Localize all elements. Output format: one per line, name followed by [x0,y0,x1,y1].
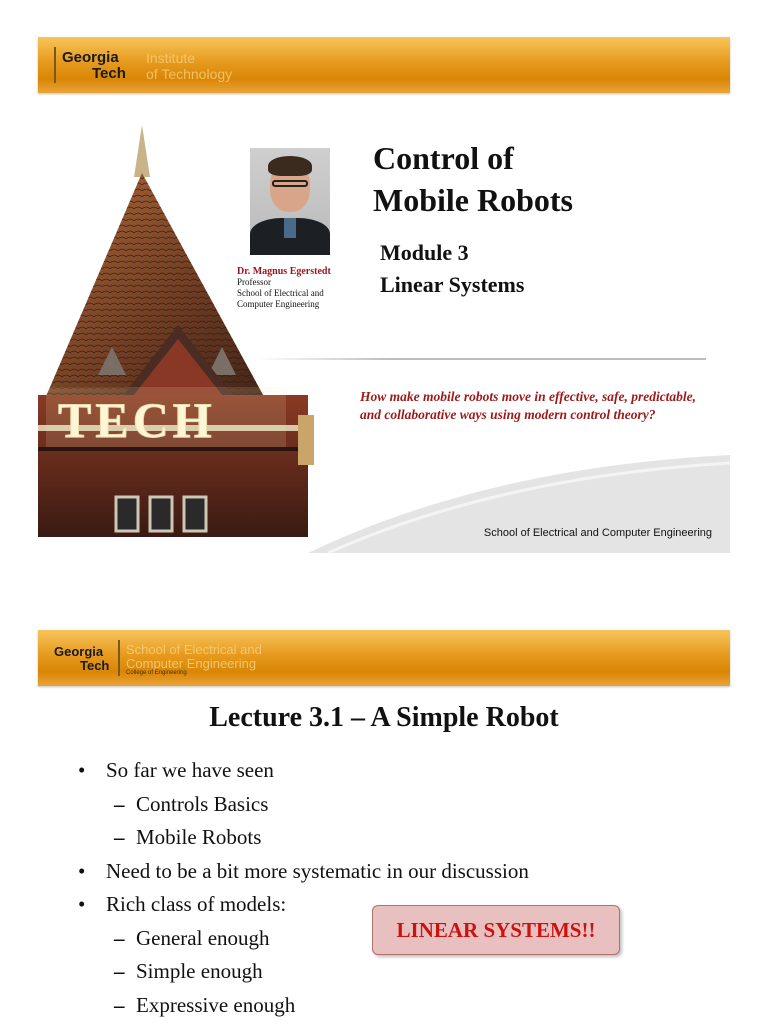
professor-role: Professor [237,277,271,287]
bullet-item: • Need to be a bit more systematic in our discussion [78,855,529,889]
title-slide [38,37,730,553]
sub-bullet-item: – Expressive enough [78,989,529,1023]
gt-banner [38,37,730,93]
georgia-tech-ece-logo: Georgia Tech School of Electrical and Computer Engineering College of Engineering [54,642,262,676]
professor-photo [250,148,330,255]
professor-info [237,266,331,310]
sub-bullet-item: – General enough [78,922,529,956]
lecture-slide [38,630,730,1024]
professor-dept-1: School of Electrical and [237,288,324,298]
sub-bullet-item: – Mobile Robots [78,821,529,855]
bullet-item: • Rich class of models: [78,888,529,922]
linear-systems-callout: LINEAR SYSTEMS!! [372,905,620,955]
georgia-tech-logo: Georgia Tech Institute of Technology [54,47,234,83]
bullet-list [78,754,529,1022]
footer-school: School of Electrical and Computer Engineering [483,527,712,539]
professor-name: Dr. Magnus Egerstedt [237,266,331,277]
divider-line [256,358,706,360]
tech-sign: TECH [58,392,216,448]
gt-banner [38,630,730,686]
lecture-title: Lecture 3.1 – A Simple Robot [209,702,559,733]
module-title: Module 3 Linear Systems [380,240,525,297]
sub-bullet-item: – Simple enough [78,955,529,989]
bullet-item: • So far we have seen [78,754,529,788]
professor-dept-2: Computer Engineering [237,299,320,309]
course-question: How make mobile robots move in effective, safe, predictable, and collaborative ways using modern control theory? [360,389,697,422]
course-title: Control of Mobile Robots [373,140,573,218]
sub-bullet-item: – Controls Basics [78,788,529,822]
